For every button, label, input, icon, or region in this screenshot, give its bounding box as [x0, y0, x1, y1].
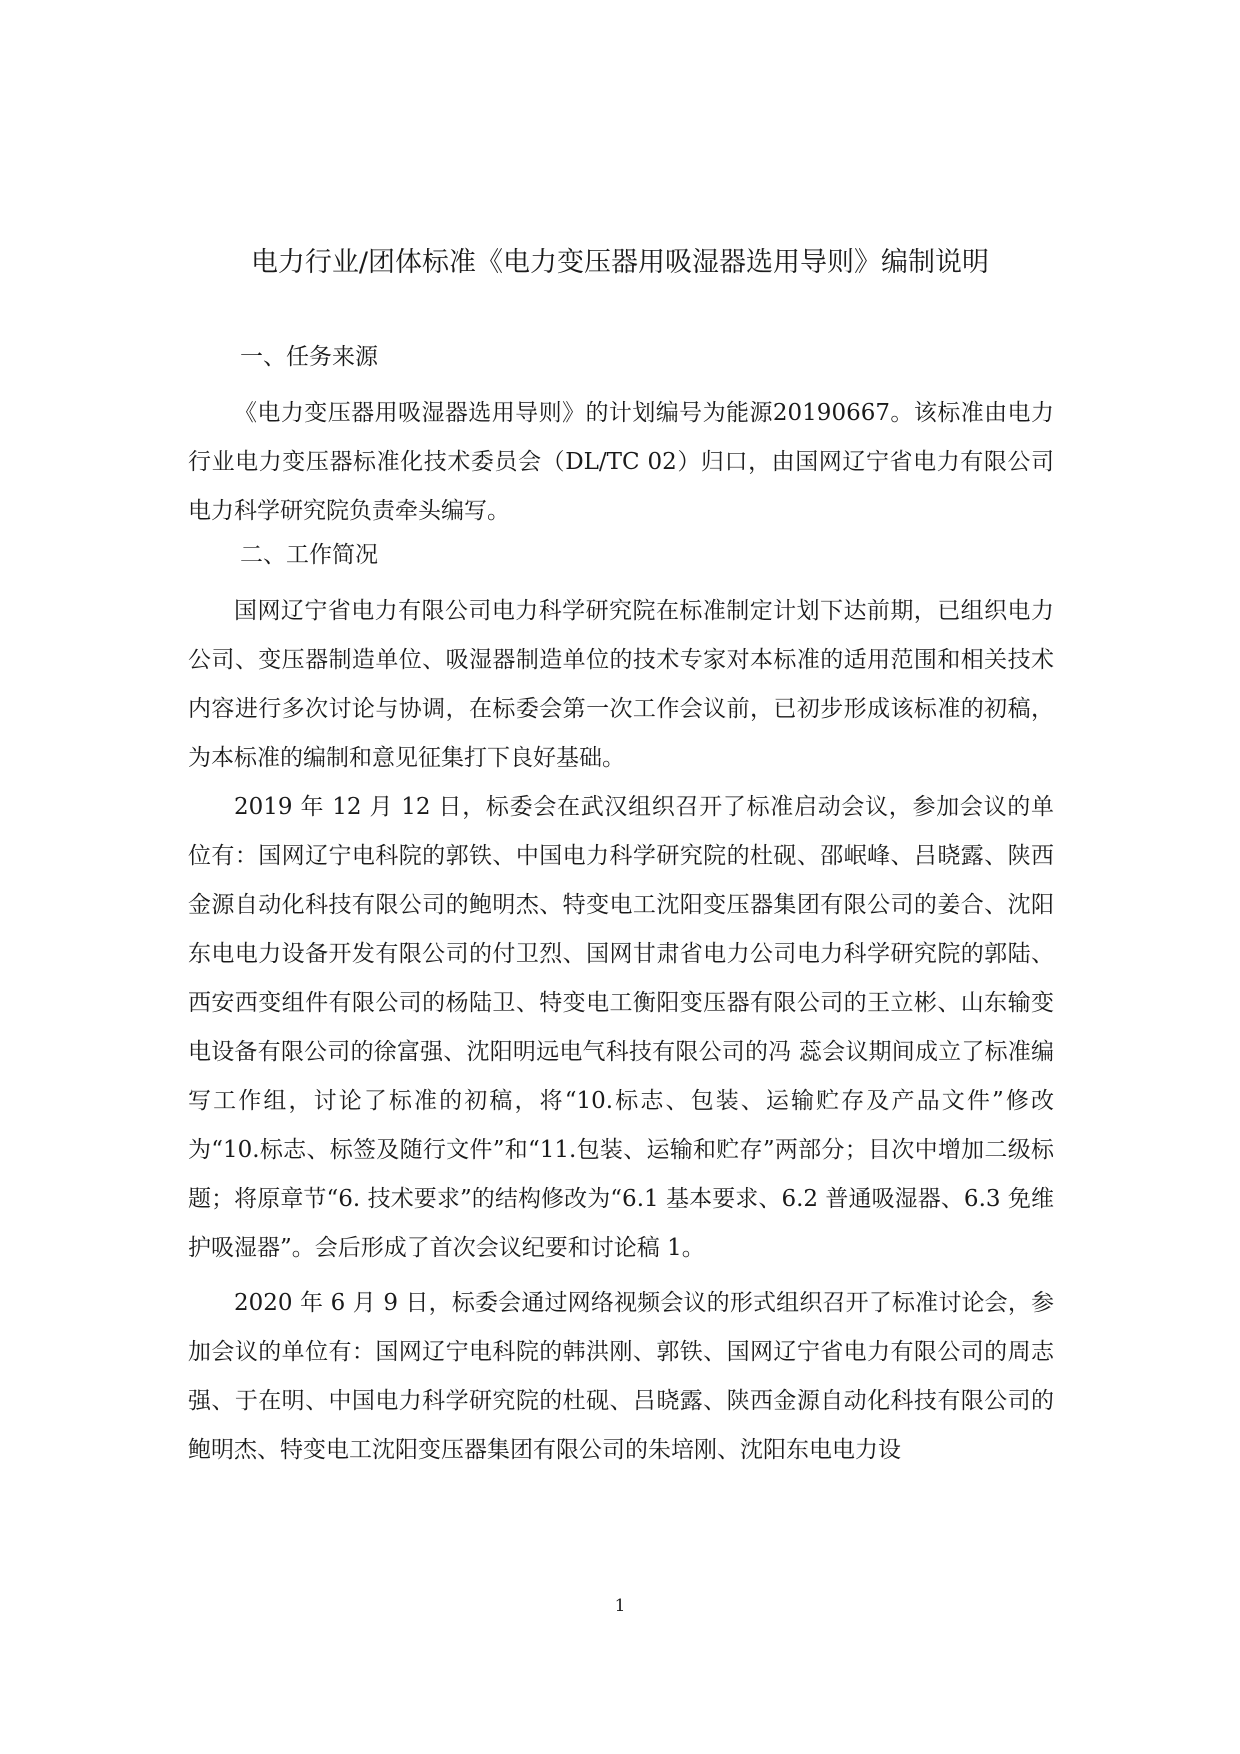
section-body-task-source	[188, 389, 1054, 536]
paragraph: 国网辽宁省电力有限公司电力科学研究院在标准制定计划下达前期，已组织电力公司、变压器制造单位、吸湿器制造单位的技术专家对本标准的适用范围和相关技术内容进行多次讨论与协调，在标委会第一次工作会议前，已初步形成该标准的初稿，为本标准的编制和意见征集打下良好基础。	[188, 598, 1054, 771]
paragraph: 2019 年 12 月 12 日，标委会在武汉组织召开了标准启动会议，参加会议的单位有：国网辽宁电科院的郭铁、中国电力科学研究院的杜砚、邵岷峰、吕晓露、陕西金源自动化科技有限公司的鲍明杰、特变电工沈阳变压器集团有限公司的姜合、沈阳东电电力设备开发有限公司的付卫烈、国网甘肃省电力公司电力科学研究院的郭陆、西安西变组件有限公司的杨陆卫、特变电工衡阳变压器有限公司的王立彬、山东输变电设备有限公司的徐富强、沈阳明远电气科技有限公司的冯 蕊会议期间成立了标准编写工作组，讨论了标准的初稿，将“10.标志、包装、运输贮存及产品文件”修改为“10.标志、标签及随行文件”和“11.包装、运输和贮存”两部分；目次中增加二级标题；将原章节“6. 技术要求”的结构修改为“6.1 基本要求、6.2 普通吸湿器、6.3 免维护吸湿器”。会后形成了首次会议纪要和讨论稿 1。	[188, 794, 1054, 1261]
document-title: 电力行业/团体标准《电力变压器用吸湿器选用导则》编制说明	[250, 247, 990, 278]
paragraph: 《电力变压器用吸湿器选用导则》的计划编号为能源20190667。该标准由电力行业电力变压器标准化技术委员会（DL/TC 02）归口，由国网辽宁省电力有限公司电力科学研究院负责牵头编写。	[188, 400, 1054, 524]
section-heading-task-source: 一、任务来源	[240, 344, 378, 370]
section-body-work-overview	[188, 587, 1054, 1475]
section-heading-work-overview: 二、工作简况	[240, 542, 378, 568]
paragraph: 2020 年 6 月 9 日，标委会通过网络视频会议的形式组织召开了标准讨论会，参加会议的单位有：国网辽宁电科院的韩洪刚、郭铁、国网辽宁省电力有限公司的周志强、于在明、中国电力科学研究院的杜砚、吕晓露、陕西金源自动化科技有限公司的鲍明杰、特变电工沈阳变压器集团有限公司的朱培刚、沈阳东电电力设	[188, 1290, 1054, 1463]
page-number: 1	[614, 1596, 626, 1616]
